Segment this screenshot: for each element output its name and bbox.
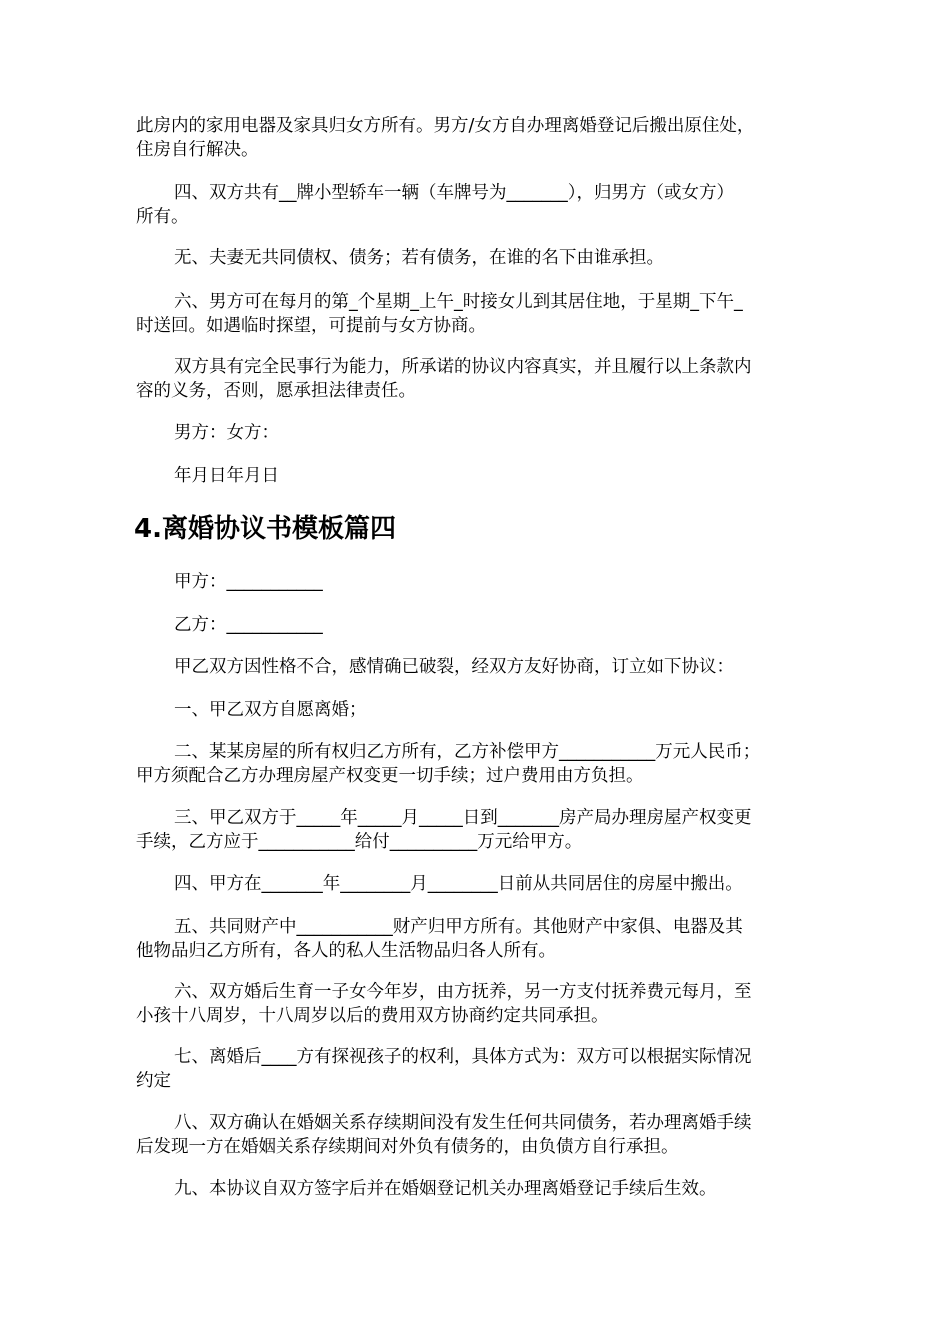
text-line: 容的义务，否则，愿承担法律责任。 [136, 381, 416, 401]
party-a-field: 甲方：___________ [174, 572, 323, 592]
clause-6 [136, 980, 808, 1028]
paragraph-capacity [136, 355, 808, 403]
clause-8 [136, 1111, 808, 1159]
paragraph-visitation [136, 290, 808, 338]
text-line: 时送回。如遇临时探望，可提前与女方协商。 [136, 316, 486, 336]
text-line: 住房自行解决。 [136, 140, 259, 160]
text-line: 八、双方确认在婚姻关系存续期间没有发生任何共同债务，若办理离婚手续 [174, 1113, 752, 1133]
text-line: 此房内的家用电器及家具归女方所有。男方/女方自办理离婚登记后搬出原住处， [136, 116, 755, 136]
clause-3 [136, 806, 808, 854]
text-line: 三、甲乙双方于_____年_____月_____日到_______房产局办理房屋产权变更 [174, 808, 752, 828]
text-line: 二、某某房屋的所有权归乙方所有，乙方补偿甲方___________万元人民币； [174, 742, 761, 762]
text-line: 双方具有完全民事行为能力，所承诺的协议内容真实，并且履行以上条款内 [174, 357, 752, 377]
text-line: 七、离婚后____方有探视孩子的权利，具体方式为：双方可以根据实际情况 [174, 1047, 752, 1067]
paragraph-car [136, 181, 808, 229]
text-line: 甲方须配合乙方办理房屋产权变更一切手续；过户费用由方负担。 [136, 766, 644, 786]
clause-9: 九、本协议自双方签字后并在婚姻登记机关办理离婚登记手续后生效。 [174, 1179, 717, 1199]
text-line: 五、共同财产中___________财产归甲方所有。其他财产中家俱、电器及其 [174, 917, 743, 937]
text-line: 六、男方可在每月的第_个星期_上午_时接女儿到其居住地，于星期_下午_ [174, 292, 743, 312]
text-line: 他物品归乙方所有，各人的私人生活物品归各人所有。 [136, 941, 556, 961]
clause-5 [136, 915, 808, 963]
text-line: 约定 [136, 1071, 171, 1091]
text-line: 四、双方共有__牌小型轿车一辆（车牌号为_______），归男方（或女方） [174, 183, 734, 203]
clause-4: 四、甲方在_______年________月________日前从共同居住的房屋中搬出。 [174, 874, 743, 894]
text-line: 后发现一方在婚姻关系存续期间对外负有债务的，由负债方自行承担。 [136, 1137, 679, 1157]
paragraph-debts: 无、夫妻无共同债权、债务；若有债务，在谁的名下由谁承担。 [174, 248, 664, 268]
paragraph-intro: 甲乙双方因性格不合，感情确已破裂，经双方友好协商，订立如下协议： [174, 657, 734, 677]
date-labels: 年月日年月日 [174, 466, 279, 486]
text-line: 手续，乙方应于___________给付__________万元给甲方。 [136, 832, 583, 852]
clause-7 [136, 1045, 808, 1093]
signature-labels: 男方：女方： [174, 423, 279, 443]
text-line: 所有。 [136, 207, 189, 227]
clause-1: 一、甲乙双方自愿离婚； [174, 700, 367, 720]
paragraph-appliances [136, 114, 808, 162]
section-heading: 4.离婚协议书模板篇四 [134, 514, 396, 544]
text-line: 六、双方婚后生育一子女今年岁，由方抚养，另一方支付抚养费元每月，至 [174, 982, 752, 1002]
clause-2 [136, 740, 808, 788]
party-b-field: 乙方：___________ [174, 615, 323, 635]
text-line: 小孩十八周岁，十八周岁以后的费用双方协商约定共同承担。 [136, 1006, 609, 1026]
